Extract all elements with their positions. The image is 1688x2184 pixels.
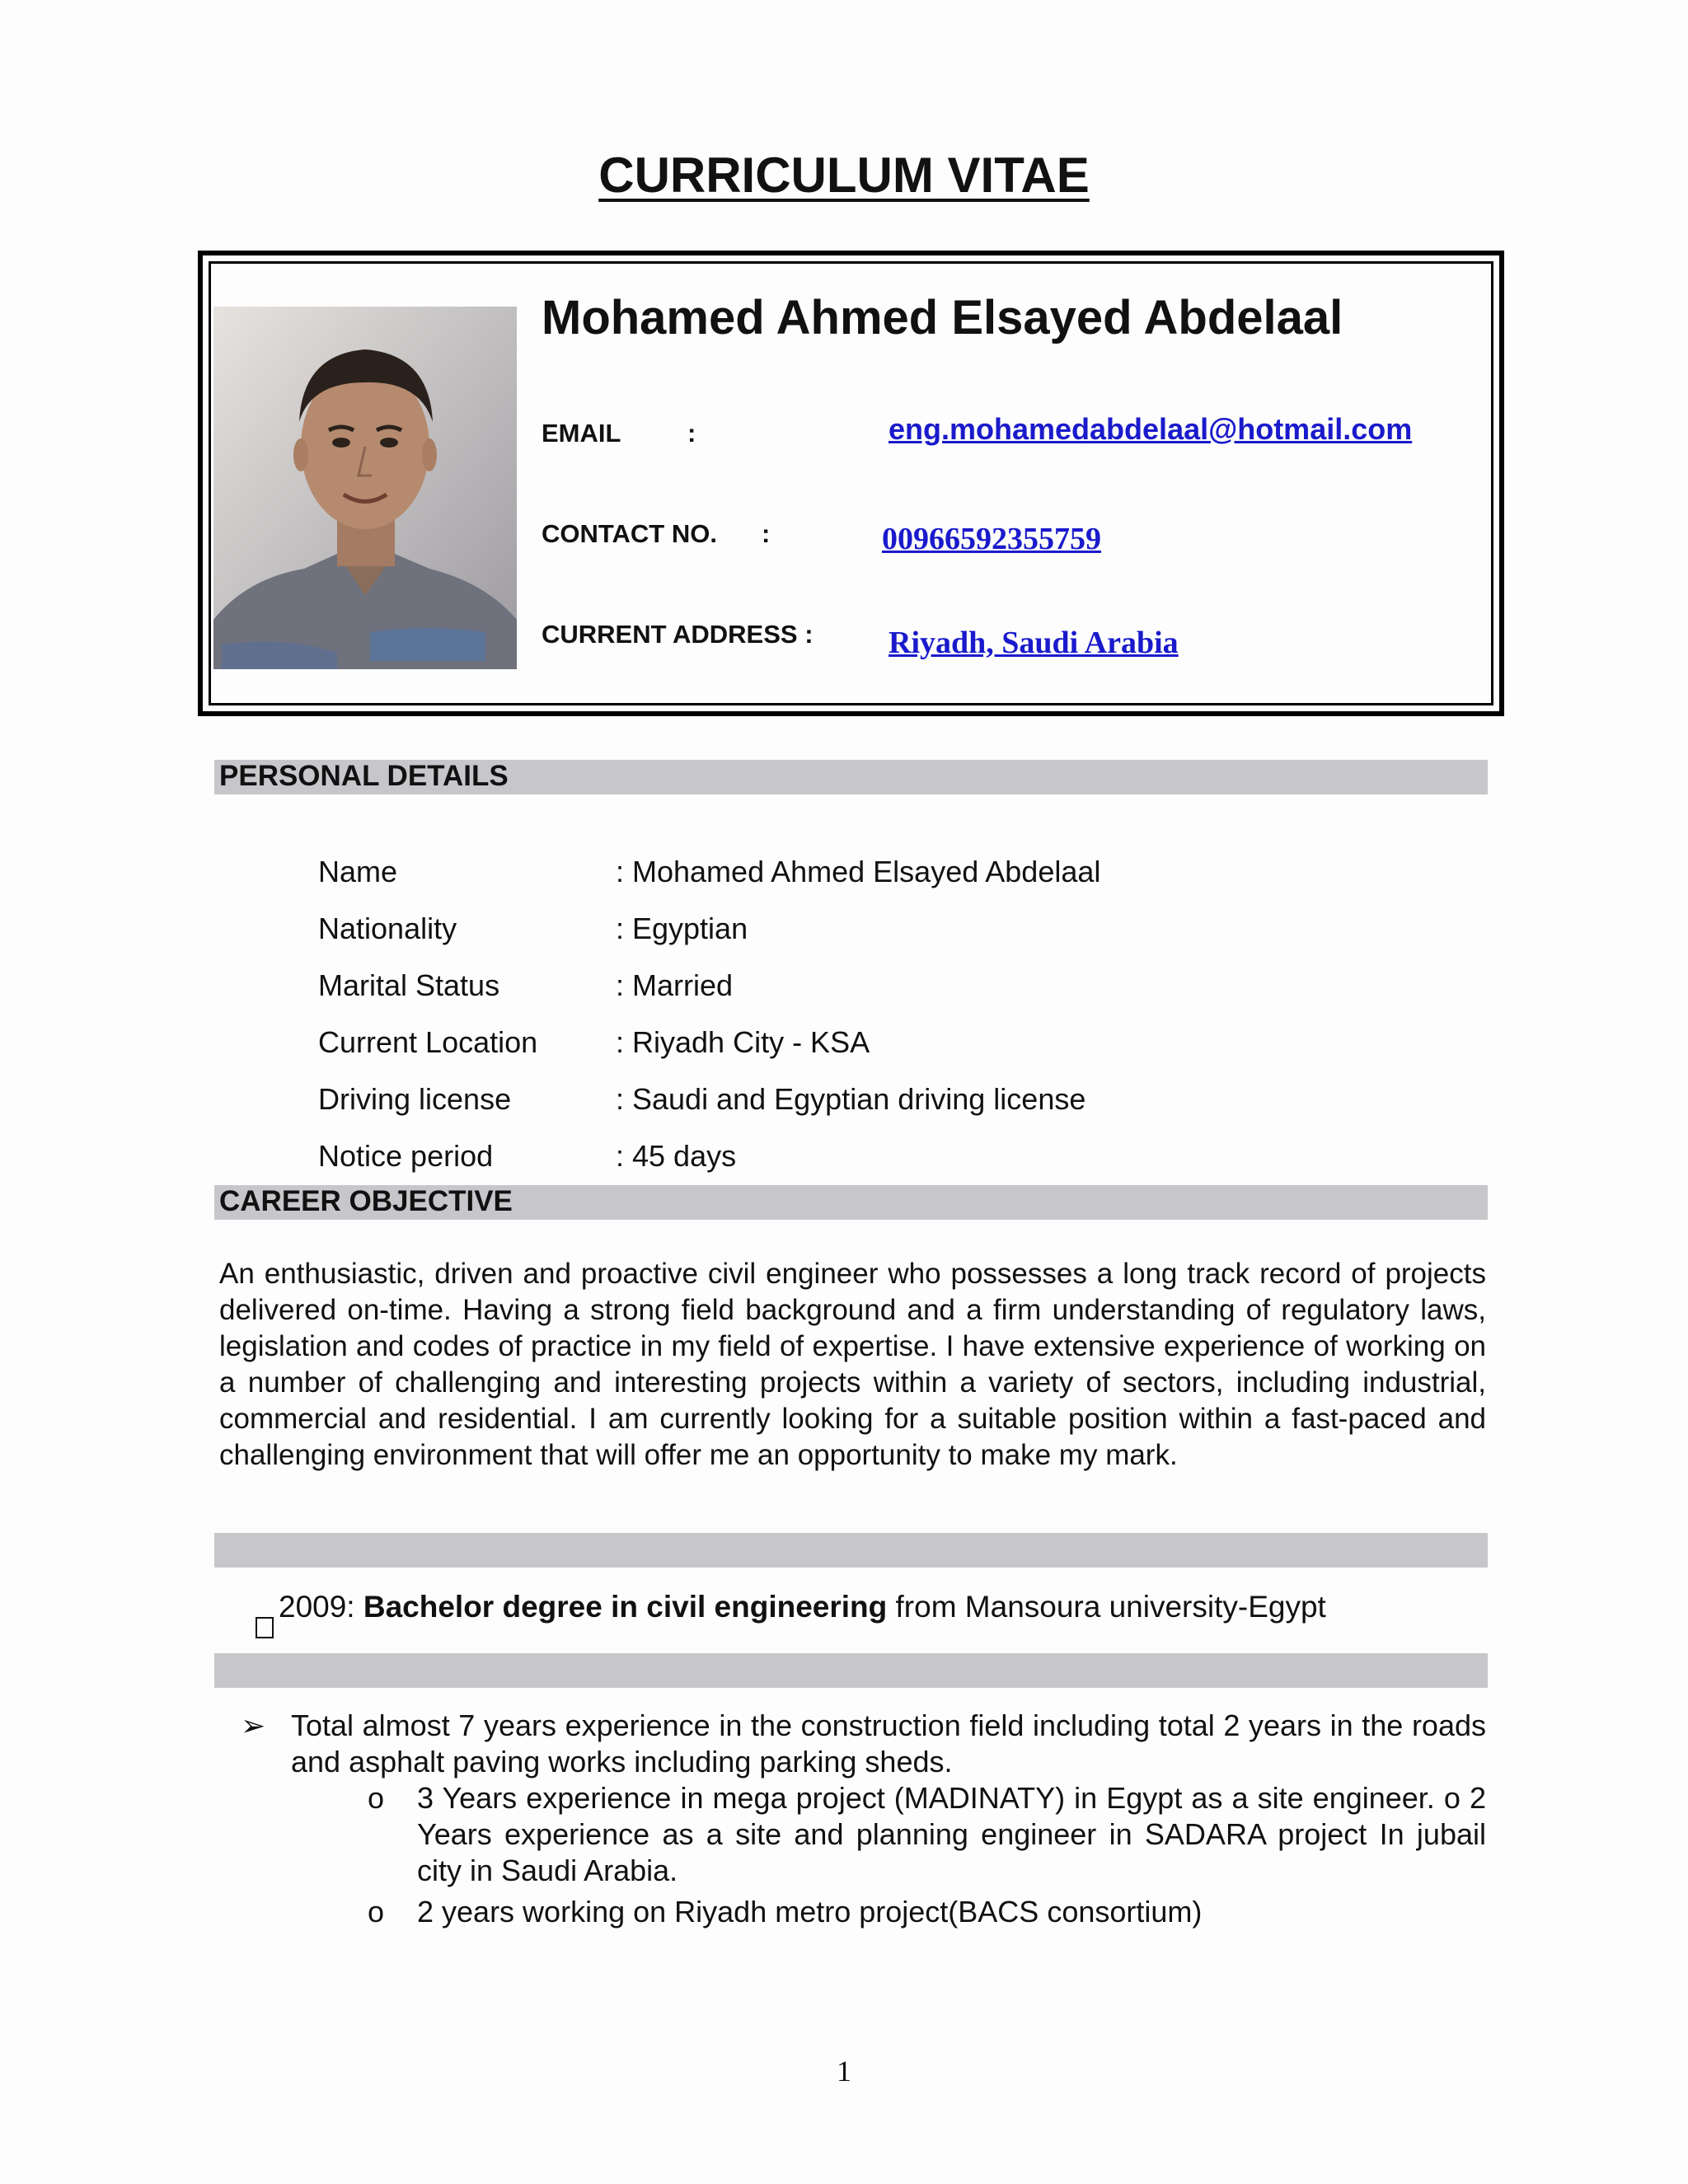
pd-value-driving-license: : Saudi and Egyptian driving license xyxy=(616,1082,1086,1116)
address-link[interactable]: Riyadh, Saudi Arabia xyxy=(889,626,1179,660)
education-section-bar xyxy=(214,1533,1488,1568)
page-number: 1 xyxy=(837,2055,851,2088)
candidate-name: Mohamed Ahmed Elsayed Abdelaal xyxy=(542,291,1343,344)
pd-value-name: : Mohamed Ahmed Elsayed Abdelaal xyxy=(616,855,1101,888)
profile-photo xyxy=(213,307,517,669)
pd-value-current-location: : Riyadh City - KSA xyxy=(616,1025,870,1059)
experience-section-bar xyxy=(214,1653,1488,1688)
personal-details-heading: PERSONAL DETAILS xyxy=(214,760,1488,794)
experience-sub-bullet-1: o xyxy=(368,1781,385,1815)
document-title: CURRICULUM VITAE xyxy=(598,148,1090,203)
pd-label-current-location: Current Location xyxy=(318,1025,538,1059)
education-institution: from Mansoura university-Egypt xyxy=(895,1590,1326,1624)
education-degree: Bachelor degree in civil engineering xyxy=(363,1590,888,1624)
pd-value-nationality: : Egyptian xyxy=(616,912,748,945)
pd-label-driving-license: Driving license xyxy=(318,1082,512,1116)
pd-label-name: Name xyxy=(318,855,398,888)
experience-sub-item-2: 2 years working on Riyadh metro project(BACS consortium) xyxy=(417,1895,1203,1929)
pd-label-marital-status: Marital Status xyxy=(318,968,500,1002)
contact-number-link[interactable]: 00966592355759 xyxy=(882,522,1101,556)
experience-main-text: Total almost 7 years experience in the construction field including total 2 years in the roads and asphalt paving works including parking sheds. xyxy=(291,1708,1486,1779)
pd-value-notice-period: : 45 days xyxy=(616,1139,737,1173)
contact-label: CONTACT NO. xyxy=(542,519,717,548)
career-objective-text: An enthusiastic, driven and proactive civil engineer who possesses a long track record of projects delivered on-time. Having a strong field background and a firm understanding of regulatory laws, legislation and codes of practice in my field of expertise. I have extensive experience of working on a number of challenging and interesting projects within a variety of sectors, including industrial, commercial and residential. I am currently looking for a suitable position within a fast-paced and challenging environment that will offer me an opportunity to make my mark. xyxy=(219,1258,1486,1471)
profile-photo-image xyxy=(213,307,517,669)
contact-colon: : xyxy=(762,519,771,548)
pd-value-marital-status: : Married xyxy=(616,968,734,1002)
education-entry xyxy=(256,1590,1326,1638)
experience-sub-item-1: 3 Years experience in mega project (MADINATY) in Egypt as a site engineer. o 2 Years experience as a site and planning engineer in SADARA project In jubail city in Saudi Arabia. xyxy=(417,1781,1486,1887)
education-bullet xyxy=(256,1617,274,1638)
career-objective-heading: CAREER OBJECTIVE xyxy=(214,1185,1488,1220)
education-year: 2009: xyxy=(279,1590,355,1624)
email-colon: : xyxy=(687,419,696,448)
address-label: CURRENT ADDRESS : xyxy=(542,620,814,649)
pd-label-notice-period: Notice period xyxy=(318,1139,494,1173)
experience-main-bullet: ➢ xyxy=(241,1708,266,1742)
pd-label-nationality: Nationality xyxy=(318,912,457,945)
email-label: EMAIL xyxy=(542,419,621,448)
experience-sub-bullet-2: o xyxy=(368,1895,385,1929)
email-link[interactable]: eng.mohamedabdelaal@hotmail.com xyxy=(889,412,1413,446)
